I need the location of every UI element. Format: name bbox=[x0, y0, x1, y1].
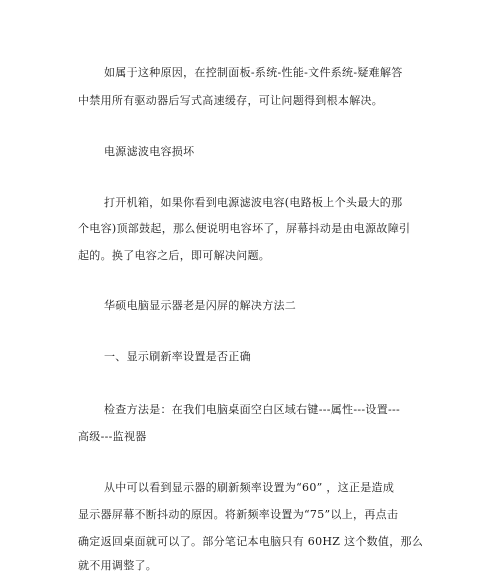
section-heading-method-two: 华硕电脑显示器老是闪屏的解决方法二 bbox=[104, 299, 297, 312]
paragraph-6-line-2: 高级---监视器 bbox=[78, 430, 147, 443]
paragraph-6-line-1: 检查方法是：在我们电脑桌面空白区域右键---属性---设置--- bbox=[104, 403, 401, 416]
paragraph-7-line-2: 显示器屏幕不断抖动的原因。将新频率设置为“75”以上，再点击 bbox=[78, 508, 399, 521]
section-heading-capacitor: 电源滤波电容损坏 bbox=[104, 145, 195, 158]
paragraph-3-line-1: 打开机箱，如果你看到电源滤波电容(电路板上个头最大的那 bbox=[104, 196, 403, 209]
paragraph-1-line-2: 中禁用所有驱动器后写式高速缓存，可让问题得到根本解决。 bbox=[78, 94, 384, 107]
paragraph-7-line-4: 就不用调整了。 bbox=[78, 559, 158, 572]
paragraph-1-line-1: 如属于这种原因，在控制面板-系统-性能-文件系统-疑难解答 bbox=[104, 66, 403, 79]
paragraph-3-line-2: 个电容)顶部鼓起，那么便说明电容坏了，屏幕抖动是由电源故障引 bbox=[78, 222, 411, 235]
paragraph-3-line-3: 起的。换了电容之后，即可解决问题。 bbox=[78, 249, 271, 262]
paragraph-7-line-1: 从中可以看到显示器的刷新频率设置为“60” ，这正是造成 bbox=[104, 481, 395, 494]
paragraph-7-line-3: 确定返回桌面就可以了。部分笔记本电脑只有 60HZ 这个数值，那么 bbox=[78, 535, 424, 548]
section-heading-refresh-rate: 一、显示刷新率设置是否正确 bbox=[104, 350, 251, 363]
